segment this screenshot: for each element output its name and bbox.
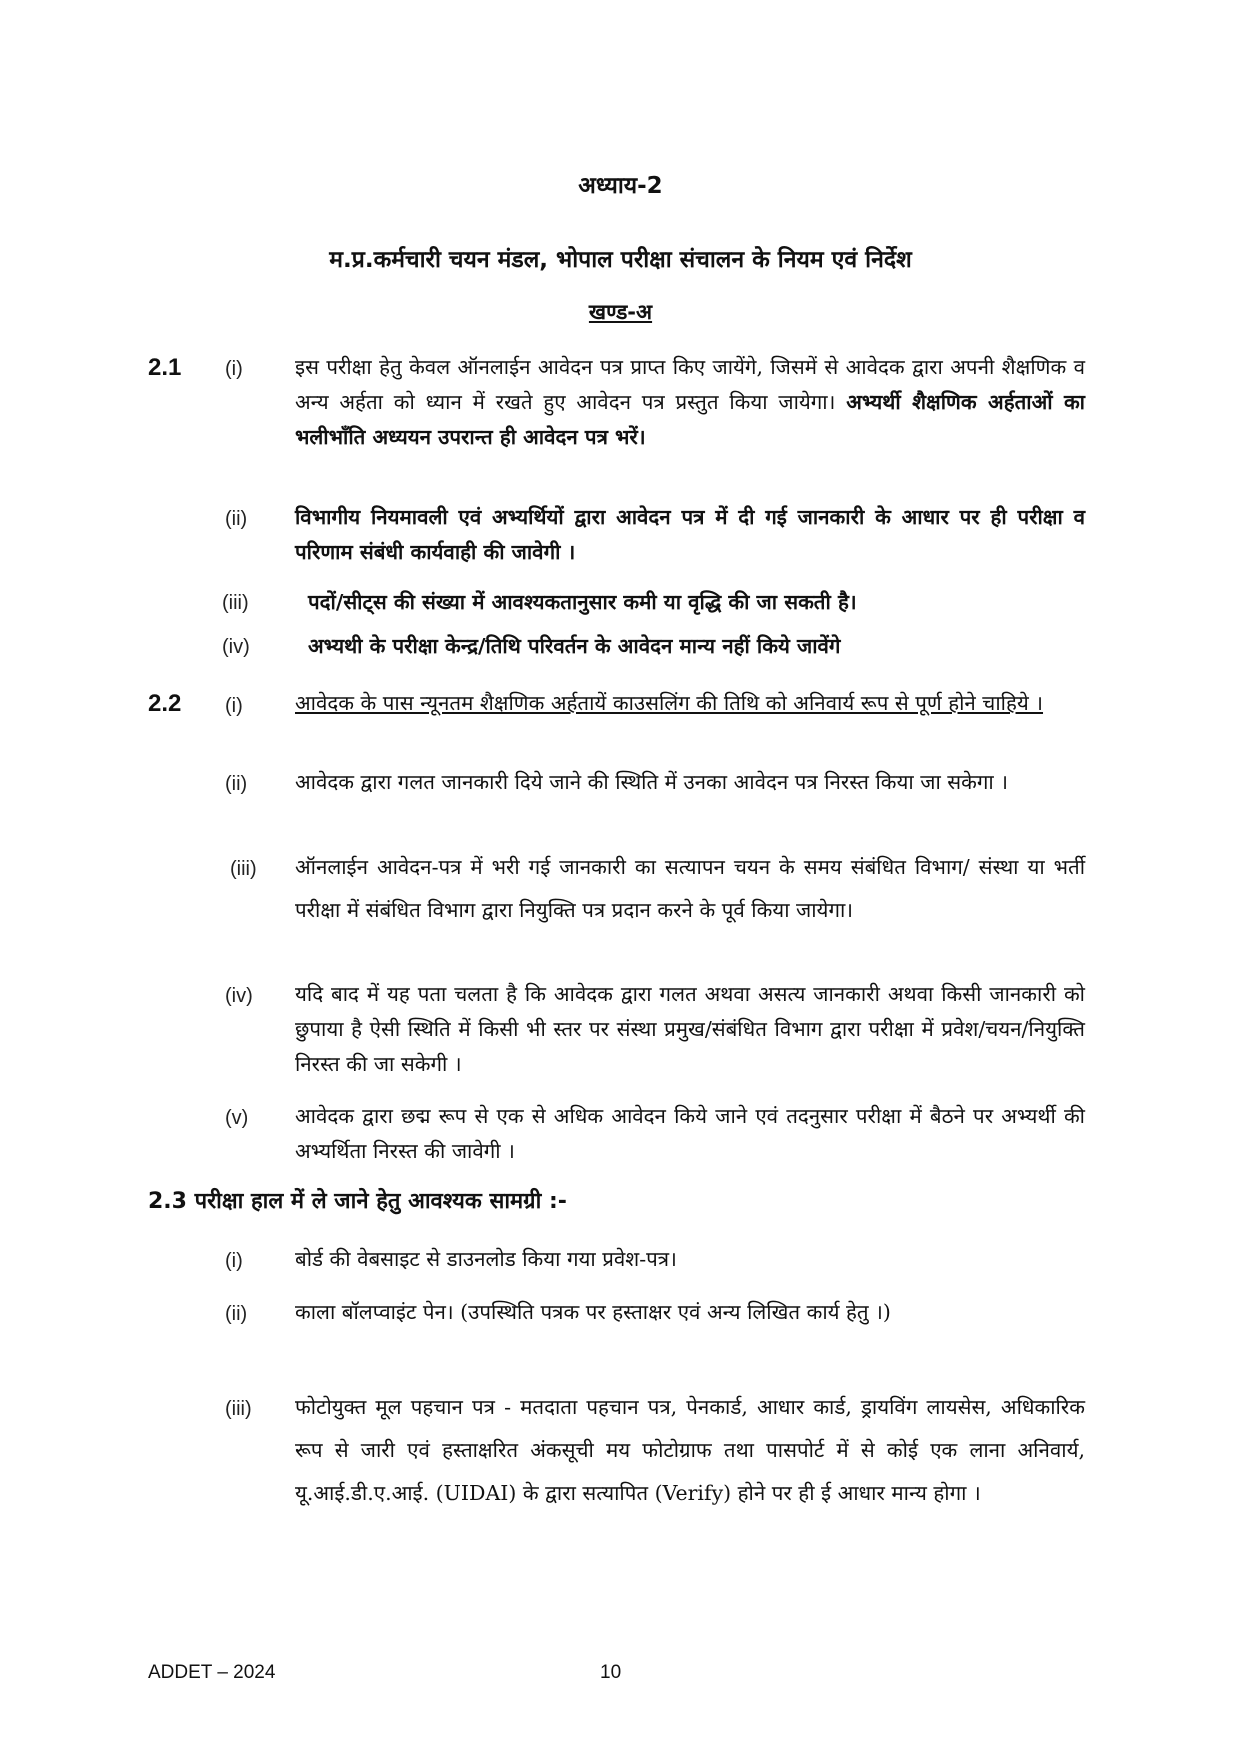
clause-2-3-i-text: बोर्ड की वेबसाइट से डाउनलोड किया गया प्रवेश-पत्र। (295, 1247, 677, 1271)
item-label: (iv) (225, 985, 253, 1007)
clause-2-1-i-plain: इस परीक्षा हेतु केवल ऑनलाईन आवेदन पत्र प्राप्त किए जायेंगे, जिसमें से आवेदक द्वारा अपनी शैक्षणिक व अन्य अर्हता को ध्यान में रखते हुए आवेदन पत्र प्रस्तुत किया जायेगा। (295, 355, 1085, 414)
clause-2-2-v-text: आवेदक द्वारा छद्म रूप से एक से अधिक आवेदन किये जाने एवं तदनुसार परीक्षा में बैठने पर अभ्यर्थी की अभ्यर्थिता निरस्त की जावेगी । (295, 1104, 1085, 1163)
clause-2-3-heading: 2.3 परीक्षा हाल में ले जाने हेतु आवश्यक सामग्री :- (148, 1189, 567, 1214)
clause-number-2-1: 2.1 (148, 354, 182, 381)
clause-2-2-i-text: आवेदक के पास न्यूनतम शैक्षणिक अर्हतायें काउसलिंग की तिथि को अनिवार्य रूप से पूर्ण होने चाहिये । (295, 691, 1044, 715)
chapter-heading: अध्याय-2 (578, 173, 663, 199)
item-label: (iii) (225, 1398, 252, 1420)
item-label: (v) (225, 1107, 249, 1129)
clause-2-3-iii-text: फोटोयुक्त मूल पहचान पत्र - मतदाता पहचान पत्र, पेनकार्ड, आधार कार्ड, ड्रायविंग लायसेस, अधिकारिक रूप से जारी एवं हस्ताक्षरित अंकसूची मय फोटोग्राफ तथा पासपोर्ट में से कोई एक लाना अनिवार्य, यू.आई.डी.ए.आई. (UIDAI) के द्वारा सत्यापित (Verify) होने पर ही ई आधार मान्य होगा । (295, 1395, 1085, 1505)
item-label: (iii) (230, 858, 257, 880)
section-label: खण्ड-अ (588, 300, 653, 324)
item-label: (i) (225, 1250, 243, 1272)
clause-2-2-iii-text: ऑनलाईन आवेदन-पत्र में भरी गई जानकारी का सत्यापन चयन के समय संबंधित विभाग/ संस्था या भर्ती परीक्षा में संबंधित विभाग द्वारा नियुक्ति पत्र प्रदान करने के पूर्व किया जायेगा। (295, 855, 1085, 922)
page-title: म.प्र.कर्मचारी चयन मंडल, भोपाल परीक्षा संचालन के नियम एवं निर्देश (329, 247, 912, 273)
clause-2-2-ii-text: आवेदक द्वारा गलत जानकारी दिये जाने की स्थिति में उनका आवेदन पत्र निरस्त किया जा सकेगा । (295, 770, 1009, 794)
clause-2-1-i-bold: अभ्यर्थी शैक्षणिक अर्हताओं का भलीभाँति अध्ययन उपरान्त ही आवेदन पत्र भरें। (295, 390, 1085, 449)
clause-2-1-iii-text: पदों/सीट्स की संख्या में आवश्यकतानुसार कमी या वृद्धि की जा सकती है। (308, 590, 857, 614)
clause-2-1-ii-text: विभागीय नियमावली एवं अभ्यर्थियों द्वारा आवेदन पत्र में दी गई जानकारी के आधार पर ही परीक्षा व परिणाम संबंधी कार्यवाही की जावेगी । (295, 505, 1085, 564)
item-label: (ii) (225, 1303, 248, 1325)
item-label: (ii) (225, 508, 248, 530)
clause-2-1-i-text (295, 350, 1085, 455)
footer-document-code: ADDET – 2024 (148, 1662, 276, 1683)
item-label: (i) (225, 358, 243, 380)
clause-number-2-2: 2.2 (148, 690, 182, 717)
item-label: (iv) (222, 636, 250, 658)
clause-2-3-ii-text: काला बॉलप्वाइंट पेन। (उपस्थिति पत्रक पर हस्ताक्षर एवं अन्य लिखित कार्य हेतु ।) (295, 1300, 891, 1324)
item-label: (ii) (225, 773, 248, 795)
clause-2-2-iv-text: यदि बाद में यह पता चलता है कि आवेदक द्वारा गलत अथवा असत्य जानकारी अथवा किसी जानकारी को छुपाया है ऐसी स्थिति में किसी भी स्तर पर संस्था प्रमुख/संबंधित विभाग द्वारा परीक्षा में प्रवेश/चयन/नियुक्ति निरस्त की जा सकेगी । (295, 982, 1085, 1076)
page-number: 10 (600, 1662, 622, 1683)
item-label: (i) (225, 695, 243, 717)
clause-2-1-iv-text: अभ्यथी के परीक्षा केन्द्र/तिथि परिवर्तन के आवेदन मान्य नहीं किये जावेंगे (308, 634, 841, 658)
item-label: (iii) (222, 592, 249, 614)
